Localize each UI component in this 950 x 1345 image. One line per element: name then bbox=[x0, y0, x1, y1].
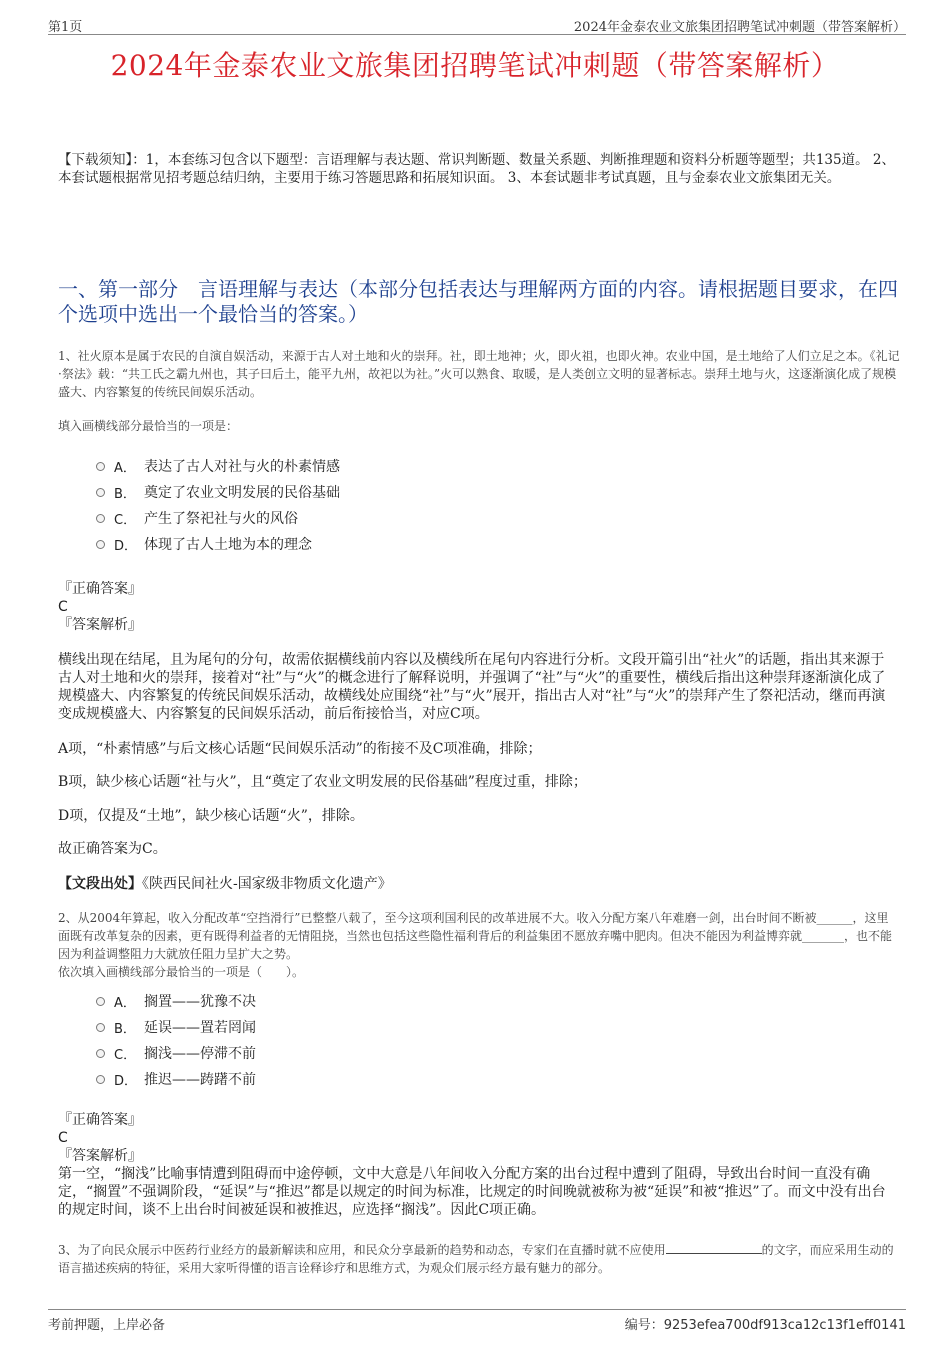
radio-icon[interactable] bbox=[96, 997, 105, 1006]
page-header bbox=[48, 14, 906, 35]
analysis-label: 『答案解析』 bbox=[58, 1148, 142, 1164]
question-1-answer-block bbox=[58, 580, 898, 634]
source-text: 《陕西民间社火-国家级非物质文化遗产》 bbox=[142, 876, 392, 892]
footer-slogan: 考前押题，上岸必备 bbox=[48, 1318, 166, 1333]
conclusion: 故正确答案为C。 bbox=[58, 841, 167, 857]
section-title: 一、第一部分 言语理解与表达（本部分包括表达与理解两方面的内容。请根据题目要求，在四个选项中选出一个最恰当的答案。） bbox=[58, 277, 898, 326]
option-d-note: D项，仅提及“土地”，缺少核心话题“火”，排除。 bbox=[58, 808, 364, 824]
question-1-options bbox=[96, 453, 340, 557]
correct-answer: C bbox=[58, 599, 68, 615]
question-1-prompt: 填入画横线部分最恰当的一项是： bbox=[58, 419, 239, 433]
correct-answer: C bbox=[58, 1130, 68, 1146]
option-d[interactable]: D． 推迟——踌躇不前 bbox=[96, 1066, 256, 1092]
option-d[interactable]: D． 体现了古人土地为本的理念 bbox=[96, 531, 340, 557]
source-label: 【文段出处】 bbox=[58, 876, 142, 892]
radio-icon[interactable] bbox=[96, 514, 105, 523]
radio-icon[interactable] bbox=[96, 488, 105, 497]
footer-id: 编号：9253efea700df913ca12c13f1eff0141 bbox=[624, 1318, 906, 1333]
question-2-stem bbox=[58, 909, 900, 981]
option-c[interactable]: C． 搁浅——停滞不前 bbox=[96, 1040, 256, 1066]
radio-icon[interactable] bbox=[96, 1049, 105, 1058]
option-b[interactable]: B． 延误——置若罔闻 bbox=[96, 1014, 256, 1040]
question-2-answer-block bbox=[58, 1111, 898, 1219]
radio-icon[interactable] bbox=[96, 1023, 105, 1032]
question-1-text: 1、社火原本是属于农民的自演自娱活动，来源于古人对土地和火的崇拜。社，即土地神；火，即火祖，也即火神。农业中国，是土地给了人们立足之本。《礼记·祭法》载：“共工氏之霸九州也，其子曰后土，能平九州，故祀以为社。”火可以熟食、取暖，是人类创立文明的显著标志。崇拜土地与火，这逐渐演化成了规模盛大、内容繁复的传统民间娱乐活动。 bbox=[58, 349, 900, 399]
answer-blank[interactable] bbox=[666, 1241, 762, 1254]
option-a-note: A项，“朴素情感”与后文核心话题“民间娱乐活动”的衔接不及C项准确，排除； bbox=[58, 741, 542, 757]
question-2-prompt: 依次填入画横线部分最恰当的一项是（ ）。 bbox=[58, 965, 305, 979]
page-number: 第1页 bbox=[48, 20, 83, 35]
source-line bbox=[58, 875, 898, 893]
answer-label: 『正确答案』 bbox=[58, 581, 142, 597]
download-notice: 【下载须知】：1，本套练习包含以下题型：言语理解与表达题、常识判断题、数量关系题、判断推理题和资料分析题等题型；共135道。 2、本套试题根据常见招考题总结归纳，主要用于练习答题思路和拓展知识面。 3、本套试题非考试真题，且与金泰农业文旅集团无关。 bbox=[58, 152, 895, 186]
answer-label: 『正确答案』 bbox=[58, 1112, 142, 1128]
header-doc-title: 2024年金泰农业文旅集团招聘笔试冲刺题（带答案解析） bbox=[573, 20, 906, 35]
question-2-text: 2、从2004年算起，收入分配改革“空挡滑行”已整整八载了，至今这项利国利民的改革进展不大。收入分配方案八年难磨一剑，出台时间不断被______，这里面既有改革复杂的因素，更有既得利益者的无情阻挠，当然也包括这些隐性福利背后的利益集团不愿放弃嘴中肥肉。但决不能因为利益博弈就_______，也不能因为利益调整阻力大就放任阻力呈扩大之势。 bbox=[58, 911, 893, 961]
question-1-analysis: 横线出现在结尾，且为尾句的分句，故需依据横线前内容以及横线所在尾句内容进行分析。文段开篇引出“社火”的话题，指出其来源于古人对土地和火的崇拜，接着对“社”与“火”的概念进行了解释说明，并强调了“社”与“火”的重要性，横线后指出这种崇拜逐渐演化成了规模盛大、内容繁复的传统民间娱乐活动，故横线处应围绕“社”与“火”展开，指出古人对“社”与“火”的崇拜产生了祭祀活动，继而再演变成规模盛大、内容繁复的民间娱乐活动，前后衔接恰当，对应C项。 bbox=[58, 652, 886, 722]
page-footer bbox=[48, 1309, 906, 1332]
option-a[interactable]: A． 搁置——犹豫不决 bbox=[96, 988, 256, 1014]
radio-icon[interactable] bbox=[96, 1075, 105, 1084]
question-1-stem bbox=[58, 347, 900, 435]
option-b[interactable]: B． 奠定了农业文明发展的民俗基础 bbox=[96, 479, 340, 505]
page-title: 2024年金泰农业文旅集团招聘笔试冲刺题（带答案解析） bbox=[110, 49, 840, 82]
question-3-stem: 3、为了向民众展示中医药行业经方的最新解读和应用，和民众分享最新的趋势和动态，专家们在直播时就不应使用 的文字，而应采用生动的语言描述疾病的特征，采用大家听得懂的语言诠释诊疗和思维方式，为观众们展示经方最有魅力的部分。 bbox=[58, 1243, 894, 1275]
radio-icon[interactable] bbox=[96, 540, 105, 549]
option-b-note: B项，缺少核心话题“社与火”，且“奠定了农业文明发展的民俗基础”程度过重，排除； bbox=[58, 774, 587, 790]
analysis-label: 『答案解析』 bbox=[58, 617, 142, 633]
radio-icon[interactable] bbox=[96, 462, 105, 471]
question-2-options bbox=[96, 988, 256, 1092]
question-2-analysis: 第一空，“搁浅”比喻事情遭到阻碍而中途停顿，文中大意是八年间收入分配方案的出台过程中遭到了阻碍，导致出台时间一直没有确定，“搁置”不强调阶段，“延误”与“推迟”都是以规定的时间为标准，比规定的时间晚就被称为被“延误”和被“推迟”了。而文中没有出台的规定时间，谈不上出台时间被延误和被推迟，应选择“搁浅”。因此C项正确。 bbox=[58, 1166, 886, 1218]
option-a[interactable]: A． 表达了古人对社与火的朴素情感 bbox=[96, 453, 340, 479]
option-c[interactable]: C． 产生了祭祀社与火的风俗 bbox=[96, 505, 340, 531]
